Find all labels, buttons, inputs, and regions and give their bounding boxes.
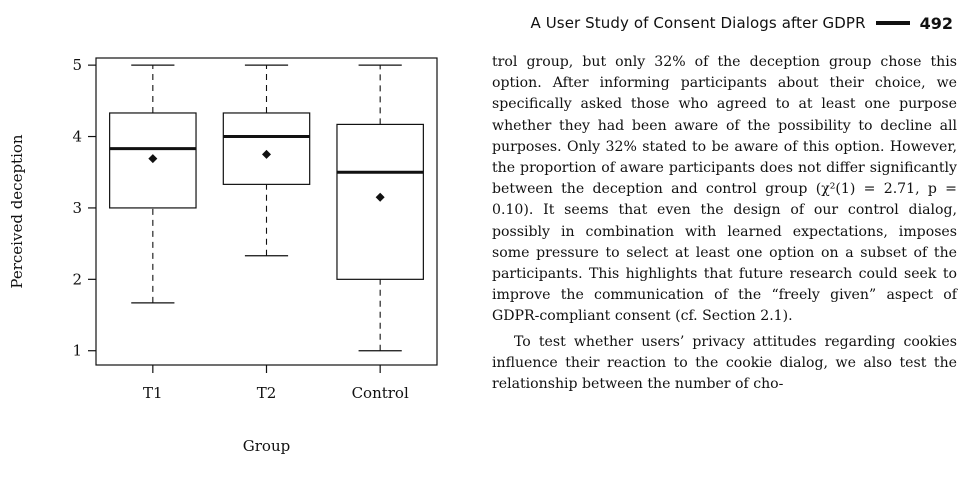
iqr-box xyxy=(223,113,309,184)
y-axis-title: Perceived deception xyxy=(8,134,26,289)
page-number: 492 xyxy=(919,13,953,33)
boxplot-chart xyxy=(0,40,470,490)
header-rule xyxy=(876,21,910,25)
boxplot-figure xyxy=(0,40,470,490)
x-axis-title: Group xyxy=(242,437,291,455)
running-header xyxy=(530,10,953,36)
y-tick-label: 1 xyxy=(72,341,82,360)
running-title: A User Study of Consent Dialogs after GDPR xyxy=(530,14,866,32)
x-tick-label: T2 xyxy=(256,384,277,402)
paragraph-2: To test whether users’ privacy attitudes regarding cookies influence their reaction to the cookie dialog, we also test the relationship between the number of cho- xyxy=(492,333,957,393)
y-tick-label: 5 xyxy=(72,56,82,75)
y-tick-label: 3 xyxy=(72,198,82,217)
y-tick-label: 4 xyxy=(72,127,82,146)
x-tick-label: T1 xyxy=(143,384,163,402)
body-text xyxy=(492,52,957,395)
paragraph-1: trol group, but only 32% of the deception group chose this option. After informing participants about their choice, we specifically asked those who agreed to at least one purpose whether they had been aware of the possibility to decline all purposes. Only 32% stated to be aware of this option. However, the proportion of aware participants does not differ significantly between the deception and control group (χ²(1) = 2.71, p = 0.10). It seems that even the design of our control dialog, possibly in combination with learned expectations, imposes some pressure to select at least one option on a subset of the participants. This highlights that future research could seek to improve the communication of the “freely given” aspect of GDPR-compliant consent (cf. Section 2.1). xyxy=(492,54,957,325)
iqr-box xyxy=(337,124,423,279)
y-tick-label: 2 xyxy=(72,270,82,289)
x-tick-label: Control xyxy=(351,384,409,402)
